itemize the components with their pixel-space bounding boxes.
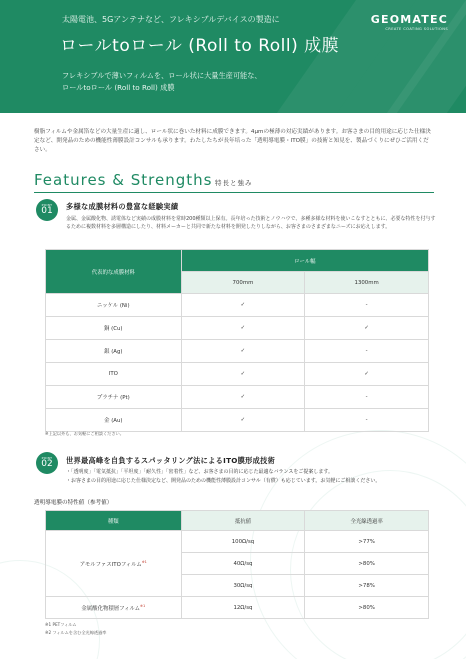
point-label: POINT <box>41 203 53 207</box>
point2-title: 世界最高峰を自負するスパッタリング法によるITO膜形成技術 <box>66 456 276 465</box>
point1-title: 多様な成膜材料の豊富な経験実績 <box>66 202 179 211</box>
table-row <box>46 294 429 317</box>
features-heading: Features & Strengths <box>34 171 213 189</box>
table-row <box>46 409 429 432</box>
header-subtitle: 太陽電池、5Gアンテナなど、フレキシブルデバイスの製造に <box>62 15 280 24</box>
check-700mm: ✓ <box>181 294 305 317</box>
transmittance-value: >80% <box>305 597 429 619</box>
material-name: プラチナ (Pt) <box>46 386 182 409</box>
table2-header-transmittance: 全光線透過率 <box>305 511 429 531</box>
resistance-value: 40Ω/sq <box>181 553 305 575</box>
point1-description: 金属、金属酸化物、誘電体など実績の成膜材料を常時200種類以上保有。長年培った技術とノウハウで、多種多様な材料を使いこなすとともに、必要な特性を付与するために複数材料を多層構造にしたり、材料メーカーと共同で新たな材料を開発したりしながら、お客さまのさまざまなニーズにお応えします。 <box>66 216 436 230</box>
table2-header-kind: 種類 <box>46 511 182 531</box>
transmittance-value: >78% <box>305 575 429 597</box>
point2-bullet-1: ・「透明度」「電気抵抗」「平坦度」「耐久性」「密着性」など、お客さまの目的に応じた最適なバランスをご提案します。 <box>66 469 333 475</box>
table-row <box>46 597 429 619</box>
check-700mm: ✓ <box>181 317 305 340</box>
table-header-700mm: 700mm <box>181 272 305 294</box>
check-700mm: ✓ <box>181 386 305 409</box>
company-logo <box>371 13 448 31</box>
header-description-line2: ロールtoロール (Roll to Roll) 成膜 <box>62 83 175 92</box>
logo-name: GEOMATEC <box>370 13 448 26</box>
resistance-value: 12Ω/sq <box>181 597 305 619</box>
resistance-value: 30Ω/sq <box>181 575 305 597</box>
material-name: ニッケル (Ni) <box>46 294 182 317</box>
table-header-material: 代表的な成膜材料 <box>46 250 182 294</box>
check-700mm: ✓ <box>181 409 305 432</box>
point-label: POINT <box>41 456 53 460</box>
features-divider <box>34 192 434 193</box>
footnote-marker: ※1 <box>141 559 147 564</box>
point2-bullet-2: ・お客さまの目的用途に応じた仕様決定など、開発品のための機能性薄膜設計コンサル（有償）も応じています。お気軽にご相談ください。 <box>66 478 381 484</box>
intro-paragraph: 樹脂フィルムや金属箔などの大量生産に適し、ロール状に巻いた材料に成膜できます。4µmの極薄の対応実績があります。お客さまの目的用途に応じた仕様決定など、開発品のための機能性薄膜設計コンサルも承ります。わたしたちが長年培った「透明導電膜・ITO膜」の技術と知見を、製品づくりにぜひご活用ください。 <box>34 129 431 153</box>
table2-title: 透明導電膜の特性値（参考値） <box>34 500 113 506</box>
point-number: 01 <box>41 206 53 216</box>
check-1300mm: - <box>305 340 429 363</box>
materials-table <box>45 249 429 432</box>
header-banner <box>0 0 466 113</box>
table2-note-2: ※2 フィルムを含む全光線透過率 <box>45 630 107 635</box>
check-1300mm: ✓ <box>305 363 429 386</box>
transmittance-value: >77% <box>305 531 429 553</box>
check-700mm: ✓ <box>181 363 305 386</box>
resistance-value: 100Ω/sq <box>181 531 305 553</box>
point-number: 02 <box>41 459 53 469</box>
transmittance-value: >80% <box>305 553 429 575</box>
page-title: ロールtoロール (Roll to Roll) 成膜 <box>60 36 340 56</box>
material-name: 金 (Au) <box>46 409 182 432</box>
point-badge-01 <box>36 199 58 221</box>
check-1300mm: ✓ <box>305 317 429 340</box>
conductive-film-table <box>45 510 429 619</box>
point-badge-02 <box>36 452 58 474</box>
material-name: 銀 (Ag) <box>46 340 182 363</box>
table2-header-resistance: 抵抗値 <box>181 511 305 531</box>
table-header-roll-width: ロール幅 <box>181 250 428 272</box>
features-subheading: 特長と強み <box>215 179 253 187</box>
check-1300mm: - <box>305 386 429 409</box>
table1-note: ※上記以外も、お気軽にご相談ください。 <box>45 431 124 436</box>
footnote-marker: ※1 <box>140 603 146 608</box>
check-1300mm: - <box>305 409 429 432</box>
material-name: ITO <box>46 363 182 386</box>
table-row <box>46 317 429 340</box>
film-kind-label: アモルファスITOフィルム <box>79 561 142 568</box>
film-kind-amorphous <box>46 531 182 597</box>
table-row <box>46 363 429 386</box>
check-1300mm: - <box>305 294 429 317</box>
table-row <box>46 531 429 553</box>
film-kind-metal-oxide <box>46 597 182 619</box>
logo-tagline: CREATE COATING SOLUTIONS <box>385 27 448 31</box>
header-description-line1: フレキシブルで薄いフィルムを、ロール状に大量生産可能な、 <box>62 71 262 80</box>
table-row <box>46 340 429 363</box>
material-name: 銅 (Cu) <box>46 317 182 340</box>
table-header-1300mm: 1300mm <box>305 272 429 294</box>
table2-note-1: ※1 PETフィルム <box>45 622 77 627</box>
table-row <box>46 386 429 409</box>
check-700mm: ✓ <box>181 340 305 363</box>
film-kind-label: 金属酸化物積層フィルム <box>81 605 141 612</box>
